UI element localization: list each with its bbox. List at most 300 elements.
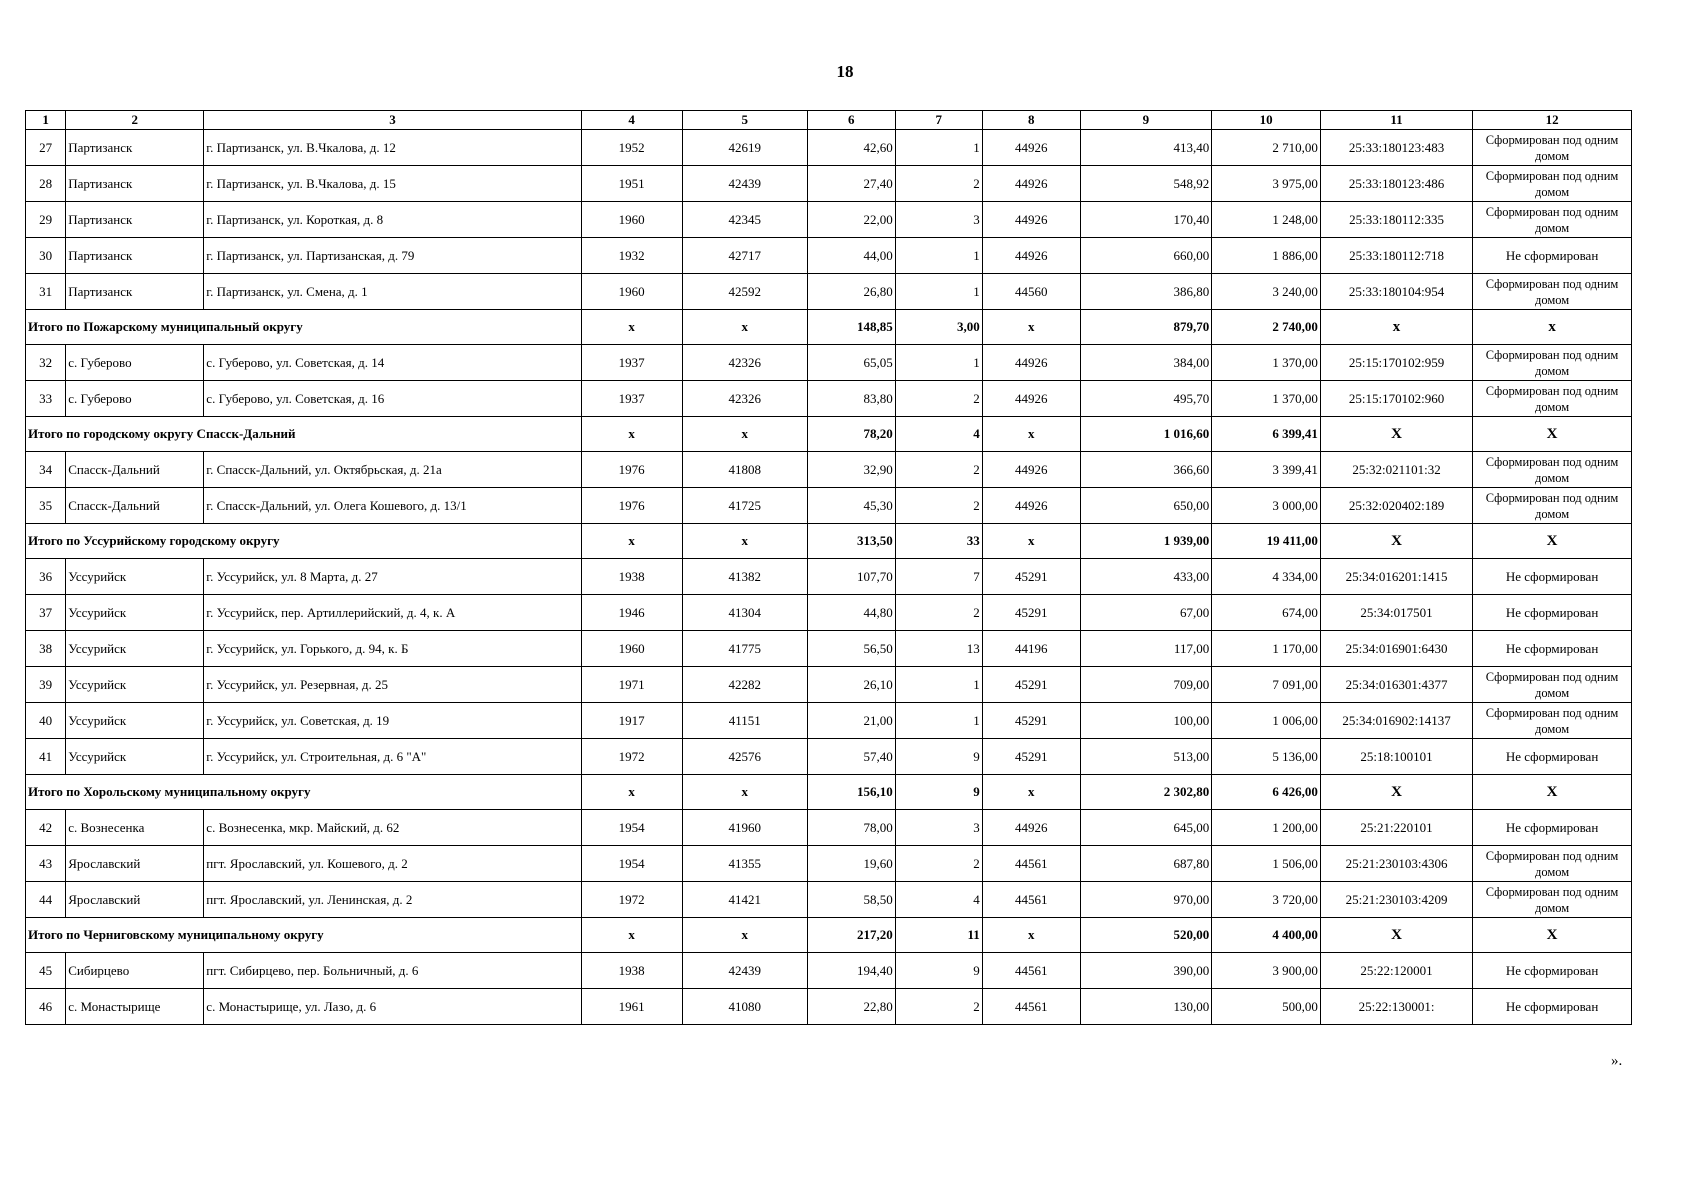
cell-status: Не сформирован	[1473, 989, 1632, 1025]
cell-cadastral: 25:33:180112:335	[1320, 202, 1472, 238]
cell-col8: х	[982, 775, 1080, 810]
cell-year: 1960	[581, 202, 682, 238]
cell-col9: 117,00	[1080, 631, 1212, 667]
subtotal-label: Итого по Уссурийскому городскому округу	[26, 524, 582, 559]
cell-col9: 384,00	[1080, 345, 1212, 381]
cell-year: 1972	[581, 882, 682, 918]
table-row	[26, 595, 1632, 631]
cell-status: Сформирован под одним домом	[1473, 488, 1632, 524]
cell-col7: 1	[895, 274, 982, 310]
col-header: 9	[1080, 111, 1212, 130]
cell-cadastral: х	[1320, 310, 1472, 345]
cell-status: Сформирован под одним домом	[1473, 452, 1632, 488]
cell-col5: 42345	[682, 202, 807, 238]
cell-col8: 44926	[982, 810, 1080, 846]
cell-col6: 56,50	[807, 631, 895, 667]
cell-col8: х	[982, 524, 1080, 559]
cell-col6: 45,30	[807, 488, 895, 524]
cell-status: х	[1473, 310, 1632, 345]
cell-year: х	[581, 918, 682, 953]
closing-quote-mark: ».	[1611, 1053, 1623, 1069]
cell-col6: 27,40	[807, 166, 895, 202]
cell-col7: 2	[895, 381, 982, 417]
col-header: 12	[1473, 111, 1632, 130]
cell-col8: 44561	[982, 882, 1080, 918]
cell-col6: 44,00	[807, 238, 895, 274]
cell-col8: 45291	[982, 703, 1080, 739]
cell-col7: 7	[895, 559, 982, 595]
cell-number: 31	[26, 274, 66, 310]
cell-col7: 3	[895, 810, 982, 846]
cell-col8: 44926	[982, 488, 1080, 524]
cell-col6: 44,80	[807, 595, 895, 631]
subtotal-row	[26, 775, 1632, 810]
cell-address: г. Уссурийск, ул. Горького, д. 94, к. Б	[204, 631, 581, 667]
cell-settlement: Спасск-Дальний	[66, 488, 204, 524]
cell-col10: 2 740,00	[1212, 310, 1321, 345]
col-header: 7	[895, 111, 982, 130]
cell-address: пгт. Ярославский, ул. Ленинская, д. 2	[204, 882, 581, 918]
cell-col6: 26,80	[807, 274, 895, 310]
cell-col6: 57,40	[807, 739, 895, 775]
cell-cadastral: 25:15:170102:960	[1320, 381, 1472, 417]
cell-year: 1946	[581, 595, 682, 631]
cell-cadastral: 25:33:180112:718	[1320, 238, 1472, 274]
cell-cadastral: Х	[1320, 918, 1472, 953]
cell-status: Сформирован под одним домом	[1473, 703, 1632, 739]
cell-col6: 58,50	[807, 882, 895, 918]
cell-year: 1938	[581, 559, 682, 595]
cell-col10: 1 506,00	[1212, 846, 1321, 882]
cell-col5: 42282	[682, 667, 807, 703]
cell-col10: 1 200,00	[1212, 810, 1321, 846]
cell-col9: 390,00	[1080, 953, 1212, 989]
cell-col6: 78,20	[807, 417, 895, 452]
cell-col7: 2	[895, 166, 982, 202]
cell-col5: 41080	[682, 989, 807, 1025]
cell-year: 1954	[581, 846, 682, 882]
col-header: 1	[26, 111, 66, 130]
col-header: 10	[1212, 111, 1321, 130]
cell-col6: 217,20	[807, 918, 895, 953]
cell-col5: 41355	[682, 846, 807, 882]
cell-year: 1960	[581, 274, 682, 310]
table-header	[26, 111, 1632, 130]
cell-col8: 44926	[982, 130, 1080, 166]
cell-status: Сформирован под одним домом	[1473, 381, 1632, 417]
cell-address: пгт. Сибирцево, пер. Больничный, д. 6	[204, 953, 581, 989]
cell-number: 35	[26, 488, 66, 524]
cell-col6: 19,60	[807, 846, 895, 882]
cell-col10: 5 136,00	[1212, 739, 1321, 775]
cell-col10: 3 975,00	[1212, 166, 1321, 202]
cell-year: 1937	[581, 345, 682, 381]
cell-col7: 33	[895, 524, 982, 559]
cell-col7: 9	[895, 739, 982, 775]
cell-status: Не сформирован	[1473, 810, 1632, 846]
cell-status: Сформирован под одним домом	[1473, 345, 1632, 381]
table-row	[26, 274, 1632, 310]
cell-col7: 3	[895, 202, 982, 238]
cell-settlement: с. Губерово	[66, 381, 204, 417]
table-row	[26, 202, 1632, 238]
cell-number: 29	[26, 202, 66, 238]
table-row	[26, 345, 1632, 381]
cell-col5: х	[682, 775, 807, 810]
cell-col6: 22,00	[807, 202, 895, 238]
cell-col7: 1	[895, 345, 982, 381]
table-row	[26, 810, 1632, 846]
cell-col8: 44926	[982, 381, 1080, 417]
cell-address: г. Уссурийск, ул. Советская, д. 19	[204, 703, 581, 739]
cell-col10: 1 886,00	[1212, 238, 1321, 274]
cell-col9: 970,00	[1080, 882, 1212, 918]
table-row	[26, 739, 1632, 775]
cell-col8: х	[982, 918, 1080, 953]
cell-col9: 709,00	[1080, 667, 1212, 703]
cell-year: 1937	[581, 381, 682, 417]
cell-address: г. Партизанск, ул. В.Чкалова, д. 12	[204, 130, 581, 166]
cell-settlement: Сибирцево	[66, 953, 204, 989]
cell-year: х	[581, 417, 682, 452]
cell-address: с. Монастырище, ул. Лазо, д. 6	[204, 989, 581, 1025]
cell-col8: 44196	[982, 631, 1080, 667]
cell-settlement: Партизанск	[66, 274, 204, 310]
cell-number: 42	[26, 810, 66, 846]
cell-col9: 879,70	[1080, 310, 1212, 345]
cell-col5: 42576	[682, 739, 807, 775]
cell-cadastral: 25:34:016901:6430	[1320, 631, 1472, 667]
cell-number: 40	[26, 703, 66, 739]
cell-year: 1954	[581, 810, 682, 846]
cell-col9: 650,00	[1080, 488, 1212, 524]
cell-settlement: Уссурийск	[66, 595, 204, 631]
col-header: 6	[807, 111, 895, 130]
cell-col6: 148,85	[807, 310, 895, 345]
cell-status: Не сформирован	[1473, 595, 1632, 631]
cell-col7: 13	[895, 631, 982, 667]
cell-col6: 32,90	[807, 452, 895, 488]
table-row	[26, 989, 1632, 1025]
cell-col7: 1	[895, 238, 982, 274]
cell-col7: 9	[895, 775, 982, 810]
cell-status: Сформирован под одним домом	[1473, 202, 1632, 238]
cell-settlement: Ярославский	[66, 882, 204, 918]
cell-number: 28	[26, 166, 66, 202]
cell-col8: 44561	[982, 989, 1080, 1025]
cell-col5: х	[682, 524, 807, 559]
cell-number: 39	[26, 667, 66, 703]
cell-col10: 19 411,00	[1212, 524, 1321, 559]
cell-status: Х	[1473, 918, 1632, 953]
cell-year: 1952	[581, 130, 682, 166]
cell-settlement: Партизанск	[66, 166, 204, 202]
cell-col6: 194,40	[807, 953, 895, 989]
cell-col9: 433,00	[1080, 559, 1212, 595]
cell-address: г. Уссурийск, ул. 8 Марта, д. 27	[204, 559, 581, 595]
cell-col6: 21,00	[807, 703, 895, 739]
table-body	[26, 130, 1632, 1025]
cell-status: Не сформирован	[1473, 631, 1632, 667]
cell-number: 43	[26, 846, 66, 882]
cell-col7: 1	[895, 703, 982, 739]
col-header: 8	[982, 111, 1080, 130]
cell-col10: 1 370,00	[1212, 381, 1321, 417]
cell-address: г. Уссурийск, пер. Артиллерийский, д. 4, к. А	[204, 595, 581, 631]
cell-settlement: Партизанск	[66, 202, 204, 238]
cell-col9: 1 939,00	[1080, 524, 1212, 559]
cell-year: х	[581, 775, 682, 810]
cell-status: Сформирован под одним домом	[1473, 130, 1632, 166]
cell-col10: 1 170,00	[1212, 631, 1321, 667]
cell-cadastral: Х	[1320, 775, 1472, 810]
subtotal-label: Итого по городскому округу Спасск-Дальний	[26, 417, 582, 452]
table-row	[26, 130, 1632, 166]
cell-col6: 156,10	[807, 775, 895, 810]
cell-col7: 2	[895, 595, 982, 631]
cell-settlement: с. Монастырище	[66, 989, 204, 1025]
cell-col8: 44561	[982, 953, 1080, 989]
table-row	[26, 559, 1632, 595]
cell-address: г. Партизанск, ул. Смена, д. 1	[204, 274, 581, 310]
cell-col10: 1 370,00	[1212, 345, 1321, 381]
cell-col5: 42326	[682, 381, 807, 417]
page-number: 18	[836, 62, 854, 81]
cell-col7: 4	[895, 417, 982, 452]
cell-address: пгт. Ярославский, ул. Кошевого, д. 2	[204, 846, 581, 882]
housing-table	[25, 110, 1632, 1025]
cell-number: 33	[26, 381, 66, 417]
cell-col8: 44926	[982, 238, 1080, 274]
cell-col6: 313,50	[807, 524, 895, 559]
cell-col10: 674,00	[1212, 595, 1321, 631]
cell-col9: 645,00	[1080, 810, 1212, 846]
cell-year: 1976	[581, 452, 682, 488]
cell-col8: 44561	[982, 846, 1080, 882]
cell-year: х	[581, 524, 682, 559]
cell-status: Сформирован под одним домом	[1473, 274, 1632, 310]
cell-status: Х	[1473, 524, 1632, 559]
cell-status: Сформирован под одним домом	[1473, 846, 1632, 882]
cell-cadastral: 25:21:220101	[1320, 810, 1472, 846]
table-row	[26, 953, 1632, 989]
cell-number: 46	[26, 989, 66, 1025]
table-row	[26, 381, 1632, 417]
cell-settlement: с. Вознесенка	[66, 810, 204, 846]
cell-col5: 41151	[682, 703, 807, 739]
cell-col9: 1 016,60	[1080, 417, 1212, 452]
cell-cadastral: 25:21:230103:4209	[1320, 882, 1472, 918]
cell-col5: 41808	[682, 452, 807, 488]
cell-year: 1932	[581, 238, 682, 274]
cell-col8: 44926	[982, 202, 1080, 238]
cell-col8: 44926	[982, 452, 1080, 488]
header-row	[26, 111, 1632, 130]
cell-col9: 520,00	[1080, 918, 1212, 953]
col-header: 3	[204, 111, 581, 130]
cell-address: г. Партизанск, ул. В.Чкалова, д. 15	[204, 166, 581, 202]
cell-col5: 42592	[682, 274, 807, 310]
cell-col9: 660,00	[1080, 238, 1212, 274]
cell-col5: 42717	[682, 238, 807, 274]
cell-number: 41	[26, 739, 66, 775]
cell-cadastral: Х	[1320, 417, 1472, 452]
cell-col5: 41725	[682, 488, 807, 524]
cell-col5: 42439	[682, 953, 807, 989]
cell-col7: 9	[895, 953, 982, 989]
cell-col6: 22,80	[807, 989, 895, 1025]
cell-settlement: Ярославский	[66, 846, 204, 882]
cell-col9: 386,80	[1080, 274, 1212, 310]
subtotal-row	[26, 310, 1632, 345]
cell-cadastral: 25:34:016301:4377	[1320, 667, 1472, 703]
cell-year: 1976	[581, 488, 682, 524]
cell-col10: 3 240,00	[1212, 274, 1321, 310]
cell-col9: 366,60	[1080, 452, 1212, 488]
cell-cadastral: 25:15:170102:959	[1320, 345, 1472, 381]
cell-col5: 42439	[682, 166, 807, 202]
table-row	[26, 452, 1632, 488]
cell-col8: 45291	[982, 595, 1080, 631]
cell-address: г. Партизанск, ул. Партизанская, д. 79	[204, 238, 581, 274]
subtotal-label: Итого по Хорольскому муниципальному округу	[26, 775, 582, 810]
cell-col8: 45291	[982, 559, 1080, 595]
cell-col7: 11	[895, 918, 982, 953]
cell-settlement: Спасск-Дальний	[66, 452, 204, 488]
cell-col5: х	[682, 310, 807, 345]
table-row	[26, 631, 1632, 667]
col-header: 5	[682, 111, 807, 130]
cell-col5: 41960	[682, 810, 807, 846]
cell-address: г. Спасск-Дальний, ул. Октябрьская, д. 21а	[204, 452, 581, 488]
cell-col10: 4 334,00	[1212, 559, 1321, 595]
table-row	[26, 166, 1632, 202]
cell-col9: 513,00	[1080, 739, 1212, 775]
table-row	[26, 846, 1632, 882]
cell-address: с. Губерово, ул. Советская, д. 16	[204, 381, 581, 417]
cell-col8: х	[982, 417, 1080, 452]
cell-year: 1971	[581, 667, 682, 703]
cell-col6: 26,10	[807, 667, 895, 703]
cell-cadastral: 25:21:230103:4306	[1320, 846, 1472, 882]
cell-col5: 42619	[682, 130, 807, 166]
cell-col6: 107,70	[807, 559, 895, 595]
cell-cadastral: 25:22:130001:	[1320, 989, 1472, 1025]
cell-col5: х	[682, 417, 807, 452]
cell-status: Сформирован под одним домом	[1473, 166, 1632, 202]
cell-cadastral: 25:34:016201:1415	[1320, 559, 1472, 595]
cell-col7: 2	[895, 989, 982, 1025]
cell-col7: 2	[895, 452, 982, 488]
cell-col6: 78,00	[807, 810, 895, 846]
cell-number: 45	[26, 953, 66, 989]
cell-year: 1960	[581, 631, 682, 667]
cell-col6: 42,60	[807, 130, 895, 166]
cell-address: г. Уссурийск, ул. Резервная, д. 25	[204, 667, 581, 703]
col-header: 4	[581, 111, 682, 130]
cell-cadastral: 25:33:180104:954	[1320, 274, 1472, 310]
col-header: 11	[1320, 111, 1472, 130]
cell-col9: 100,00	[1080, 703, 1212, 739]
cell-col10: 3 399,41	[1212, 452, 1321, 488]
cell-col7: 4	[895, 882, 982, 918]
cell-cadastral: 25:33:180123:486	[1320, 166, 1472, 202]
cell-status: Сформирован под одним домом	[1473, 667, 1632, 703]
table-row	[26, 882, 1632, 918]
cell-status: Не сформирован	[1473, 739, 1632, 775]
cell-col10: 3 900,00	[1212, 953, 1321, 989]
table-row	[26, 667, 1632, 703]
cell-col6: 83,80	[807, 381, 895, 417]
cell-col7: 2	[895, 846, 982, 882]
cell-number: 30	[26, 238, 66, 274]
cell-col10: 6 399,41	[1212, 417, 1321, 452]
cell-number: 27	[26, 130, 66, 166]
cell-col8: 45291	[982, 667, 1080, 703]
cell-settlement: Уссурийск	[66, 739, 204, 775]
cell-col10: 3 000,00	[1212, 488, 1321, 524]
cell-year: х	[581, 310, 682, 345]
cell-number: 36	[26, 559, 66, 595]
cell-col5: х	[682, 918, 807, 953]
cell-year: 1972	[581, 739, 682, 775]
col-header: 2	[66, 111, 204, 130]
cell-settlement: Уссурийск	[66, 631, 204, 667]
cell-status: Не сформирован	[1473, 953, 1632, 989]
cell-col8: х	[982, 310, 1080, 345]
cell-col10: 6 426,00	[1212, 775, 1321, 810]
cell-col9: 687,80	[1080, 846, 1212, 882]
cell-col10: 7 091,00	[1212, 667, 1321, 703]
cell-col8: 44560	[982, 274, 1080, 310]
cell-col10: 1 248,00	[1212, 202, 1321, 238]
cell-col10: 500,00	[1212, 989, 1321, 1025]
cell-number: 38	[26, 631, 66, 667]
table-row	[26, 703, 1632, 739]
cell-settlement: Уссурийск	[66, 703, 204, 739]
cell-cadastral: 25:18:100101	[1320, 739, 1472, 775]
cell-col5: 41421	[682, 882, 807, 918]
cell-settlement: Партизанск	[66, 238, 204, 274]
cell-cadastral: 25:32:020402:189	[1320, 488, 1472, 524]
cell-col10: 2 710,00	[1212, 130, 1321, 166]
cell-col10: 3 720,00	[1212, 882, 1321, 918]
cell-col5: 42326	[682, 345, 807, 381]
cell-col7: 3,00	[895, 310, 982, 345]
cell-status: Не сформирован	[1473, 238, 1632, 274]
table-row	[26, 488, 1632, 524]
cell-settlement: Уссурийск	[66, 667, 204, 703]
cell-year: 1951	[581, 166, 682, 202]
cell-col5: 41775	[682, 631, 807, 667]
cell-address: г. Партизанск, ул. Короткая, д. 8	[204, 202, 581, 238]
cell-address: г. Спасск-Дальний, ул. Олега Кошевого, д. 13/1	[204, 488, 581, 524]
cell-number: 37	[26, 595, 66, 631]
cell-address: с. Вознесенка, мкр. Майский, д. 62	[204, 810, 581, 846]
cell-col9: 130,00	[1080, 989, 1212, 1025]
cell-col8: 45291	[982, 739, 1080, 775]
cell-cadastral: 25:34:016902:14137	[1320, 703, 1472, 739]
cell-col10: 4 400,00	[1212, 918, 1321, 953]
cell-year: 1917	[581, 703, 682, 739]
cell-settlement: с. Губерово	[66, 345, 204, 381]
cell-cadastral: 25:32:021101:32	[1320, 452, 1472, 488]
cell-col10: 1 006,00	[1212, 703, 1321, 739]
cell-settlement: Уссурийск	[66, 559, 204, 595]
cell-settlement: Партизанск	[66, 130, 204, 166]
subtotal-row	[26, 524, 1632, 559]
cell-number: 44	[26, 882, 66, 918]
